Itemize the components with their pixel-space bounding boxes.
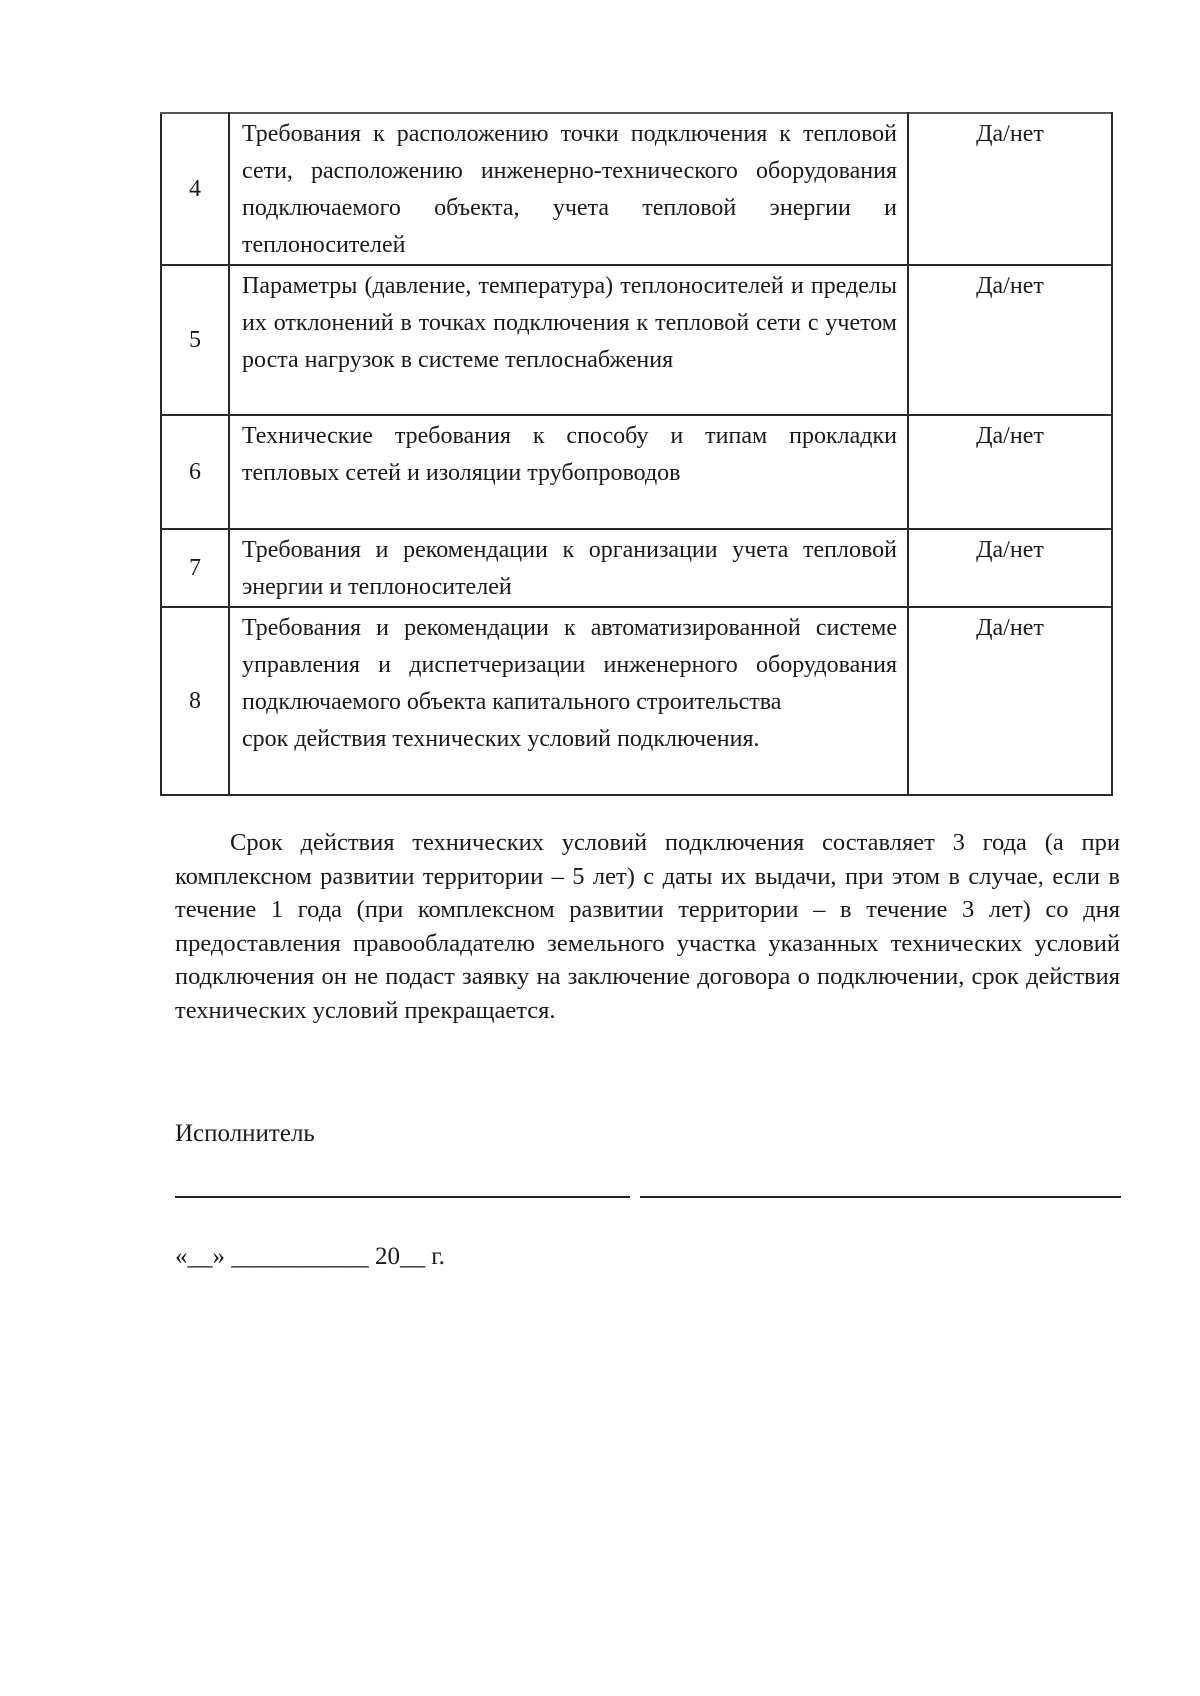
table-row (161, 529, 1112, 607)
signature-line-right (640, 1196, 1121, 1198)
row-answer: Да/нет (976, 615, 1044, 641)
row-answer-cell (908, 265, 1112, 415)
row-number-cell (161, 415, 229, 529)
date-line: «__» ___________ 20__ г. (175, 1243, 445, 1270)
table-row (161, 607, 1112, 795)
row-number: 8 (189, 687, 201, 714)
row-requirement-text: Параметры (давление, температура) теплоносителей и пределы их отклонений в точках подключения к тепловой сети с учетом роста нагрузок в системе теплоснабжения (242, 273, 897, 373)
row-answer-cell (908, 415, 1112, 529)
row-answer-cell (908, 113, 1112, 265)
row-requirement-text: Технические требования к способу и типам прокладки тепловых сетей и изоляции трубопроводов (242, 423, 897, 486)
signature-line-left (175, 1196, 630, 1198)
row-requirement-extra-text: срок действия технических условий подключения. (242, 726, 760, 752)
row-requirement-cell (229, 265, 908, 415)
row-requirement-cell (229, 113, 908, 265)
row-answer-cell (908, 607, 1112, 795)
row-requirement-text: Требования и рекомендации к автоматизированной системе управления и диспетчеризации инженерного оборудования подключаемого объекта капитального строительства (242, 615, 897, 715)
row-answer: Да/нет (976, 121, 1044, 147)
table-row (161, 265, 1112, 415)
row-answer-cell (908, 529, 1112, 607)
row-number: 4 (189, 175, 201, 202)
row-answer: Да/нет (976, 273, 1044, 299)
row-number: 7 (189, 554, 201, 581)
table-row (161, 415, 1112, 529)
row-number-cell (161, 529, 229, 607)
requirements-table (160, 112, 1113, 796)
table-row (161, 113, 1112, 265)
row-requirement-cell (229, 415, 908, 529)
validity-paragraph: Срок действия технических условий подключения составляет 3 года (а при комплексном развитии территории – 5 лет) с даты их выдачи, при этом в случае, если в течение 1 года (при комплексном развитии территории – в течение 3 лет) со дня предоставления правообладателю земельного участка указанных технических условий подключения он не подаст заявку на заключение договора о подключении, срок действия технических условий прекращается. (175, 829, 1120, 1024)
row-requirement-cell (229, 529, 908, 607)
row-requirement-text: Требования и рекомендации к организации учета тепловой энергии и теплоносителей (242, 537, 897, 600)
row-requirement-text: Требования к расположению точки подключения к тепловой сети, расположению инженерно-технического оборудования подключаемого объекта, учета тепловой энергии и теплоносителей (242, 121, 897, 258)
row-number-cell (161, 265, 229, 415)
row-answer: Да/нет (976, 423, 1044, 449)
row-number: 5 (189, 326, 201, 353)
executor-label: Исполнитель (175, 1120, 315, 1147)
row-number: 6 (189, 458, 201, 485)
row-number-cell (161, 607, 229, 795)
row-answer: Да/нет (976, 537, 1044, 563)
row-requirement-cell (229, 607, 908, 795)
row-number-cell (161, 113, 229, 265)
